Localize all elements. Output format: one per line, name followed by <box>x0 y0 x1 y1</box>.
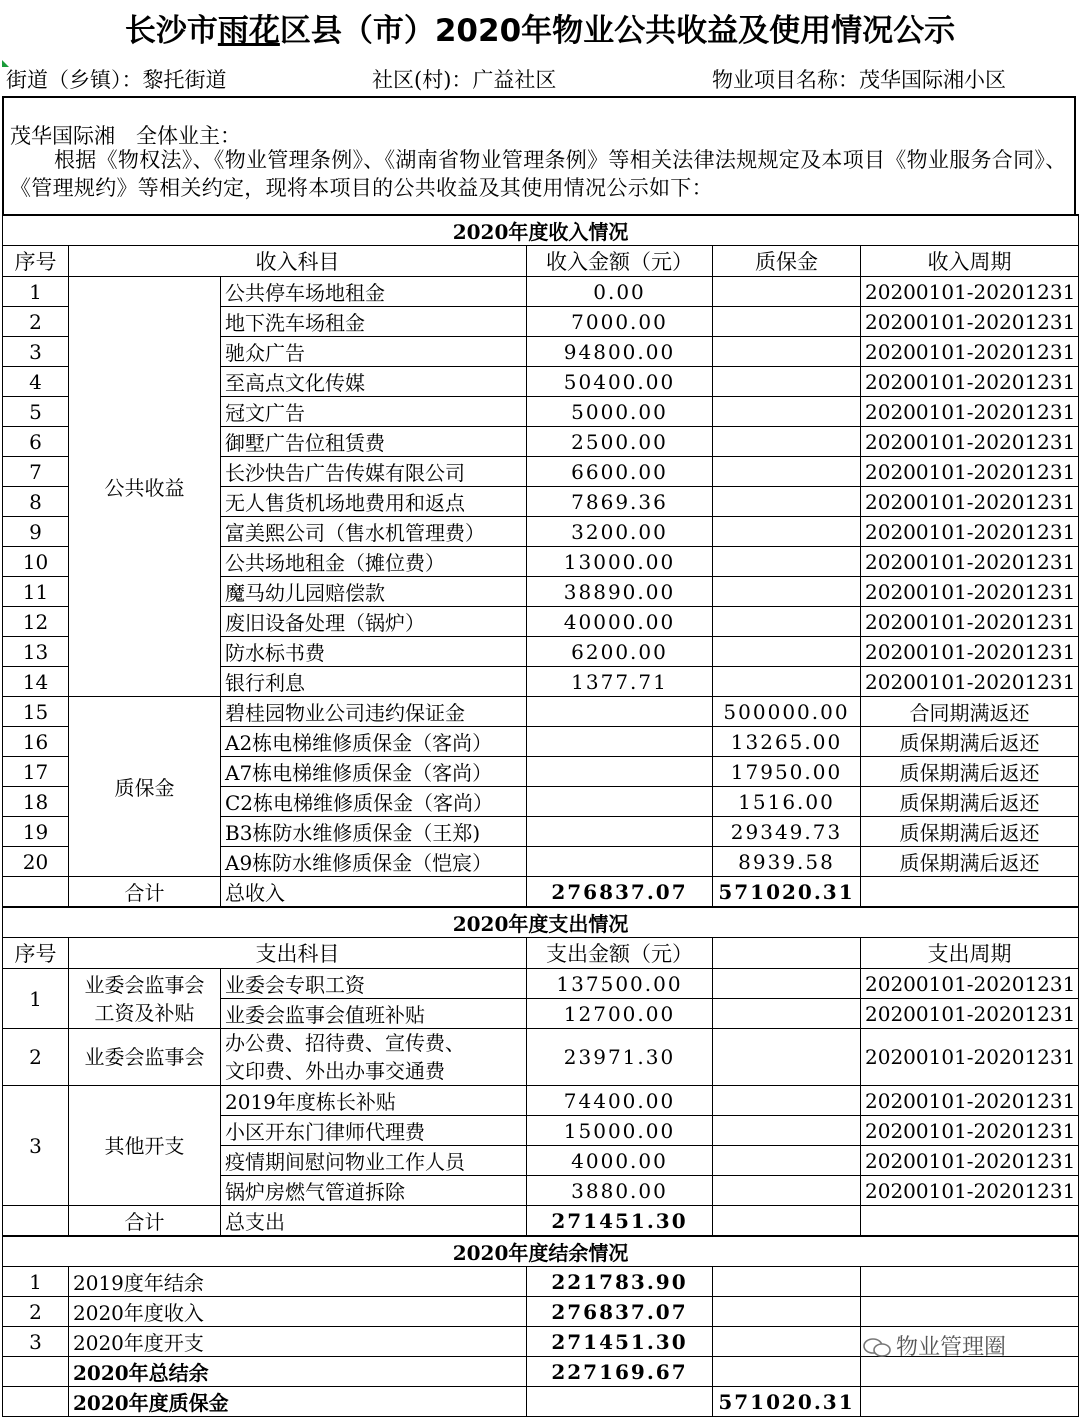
row-deposit: 500000.00 <box>713 697 861 727</box>
row-period: 20200101-20201231 <box>861 277 1079 307</box>
notice-box <box>2 96 1076 214</box>
page-title <box>0 0 1080 62</box>
row-amount: 1377.71 <box>527 667 713 697</box>
row-amount: 38890.00 <box>527 577 713 607</box>
expense-total-item: 总支出 <box>221 1206 527 1237</box>
expense-group <box>69 969 221 1029</box>
row-item: 碧桂园物业公司违约保证金 <box>221 697 527 727</box>
table-row <box>3 1267 1079 1297</box>
empty-cell <box>713 999 861 1029</box>
income-total-item: 总收入 <box>221 877 527 908</box>
empty-cell <box>713 969 861 999</box>
row-no: 12 <box>3 607 69 637</box>
row-item: C2栋电梯维修质保金（客尚） <box>221 787 527 817</box>
row-period: 质保期满后返还 <box>861 787 1079 817</box>
income-total-label: 合计 <box>69 877 221 908</box>
row-no: 6 <box>3 427 69 457</box>
row-no: 4 <box>3 367 69 397</box>
header-no: 序号 <box>3 246 69 277</box>
row-no: 1 <box>3 277 69 307</box>
empty-cell <box>861 1267 1079 1297</box>
header-amount: 收入金额（元） <box>527 246 713 277</box>
expense-group <box>69 1086 221 1206</box>
row-deposit: 29349.73 <box>713 817 861 847</box>
row-period: 20200101-20201231 <box>861 367 1079 397</box>
notice-greeting: 茂华国际湘 全体业主： <box>10 124 241 148</box>
group-no: 2 <box>3 1029 69 1086</box>
finance-table <box>2 214 1079 1417</box>
table-row <box>3 1297 1079 1327</box>
header-period: 支出周期 <box>861 938 1079 969</box>
balance-section-title: 2020年度结余情况 <box>3 1236 1079 1267</box>
row-amount: 276837.07 <box>527 1297 713 1327</box>
row-period: 20200101-20201231 <box>861 547 1079 577</box>
row-deposit <box>713 277 861 307</box>
empty-cell <box>713 1086 861 1116</box>
row-no: 3 <box>3 337 69 367</box>
row-amount: 3880.00 <box>527 1176 713 1206</box>
row-deposit <box>713 577 861 607</box>
deposit-amount: 571020.31 <box>713 1387 861 1417</box>
row-amount: 5000.00 <box>527 397 713 427</box>
row-item: 业委会监事会值班补贴 <box>221 999 527 1029</box>
row-amount: 4000.00 <box>527 1146 713 1176</box>
table-row <box>3 246 1079 277</box>
empty-cell <box>861 1387 1079 1417</box>
row-item: 业委会专职工资 <box>221 969 527 999</box>
row-no: 3 <box>3 1327 69 1357</box>
empty-cell <box>713 1206 861 1237</box>
group-deposit: 质保金 <box>69 697 221 877</box>
empty-cell <box>713 1146 861 1176</box>
row-deposit <box>713 307 861 337</box>
row-no: 15 <box>3 697 69 727</box>
row-item: 冠文广告 <box>221 397 527 427</box>
row-item: 魔马幼儿园赔偿款 <box>221 577 527 607</box>
empty-cell <box>3 877 69 908</box>
row-no: 5 <box>3 397 69 427</box>
empty-cell <box>861 1357 1079 1387</box>
total-balance-item: 2020年总结余 <box>69 1357 527 1387</box>
empty-cell <box>713 938 861 969</box>
empty-cell <box>713 1029 861 1086</box>
row-amount <box>527 697 713 727</box>
row-amount: 12700.00 <box>527 999 713 1029</box>
row-deposit <box>713 607 861 637</box>
table-row <box>3 277 1079 307</box>
income-section-title: 2020年度收入情况 <box>3 215 1079 246</box>
empty-cell <box>3 1206 69 1237</box>
row-no: 8 <box>3 487 69 517</box>
row-deposit <box>713 397 861 427</box>
table-row <box>3 1236 1079 1267</box>
expense-section-title: 2020年度支出情况 <box>3 907 1079 938</box>
row-deposit <box>713 457 861 487</box>
community-info: 社区(村)：广益社区 <box>372 68 557 92</box>
row-period: 20200101-20201231 <box>861 577 1079 607</box>
row-period: 20200101-20201231 <box>861 969 1079 999</box>
group-name: 业委会监事会 <box>84 1045 205 1069</box>
row-amount: 15000.00 <box>527 1116 713 1146</box>
project-info: 物业项目名称：茂华国际湘小区 <box>712 68 1006 92</box>
row-amount <box>527 817 713 847</box>
row-item: 长沙快告广告传媒有限公司 <box>221 457 527 487</box>
expense-group <box>69 1029 221 1086</box>
row-item: 无人售货机场地费用和返点 <box>221 487 527 517</box>
row-amount: 271451.30 <box>527 1327 713 1357</box>
row-deposit: 1516.00 <box>713 787 861 817</box>
empty-cell <box>861 877 1079 908</box>
table-row <box>3 215 1079 246</box>
row-item: 2020年度开支 <box>69 1327 527 1357</box>
row-no: 9 <box>3 517 69 547</box>
row-period: 20200101-20201231 <box>861 667 1079 697</box>
street-info: 街道（乡镇）：黎托街道 <box>6 68 227 92</box>
row-deposit <box>713 637 861 667</box>
row-amount: 137500.00 <box>527 969 713 999</box>
row-item: 银行利息 <box>221 667 527 697</box>
row-item: B3栋防水维修质保金（王郑) <box>221 817 527 847</box>
empty-cell <box>3 1387 69 1417</box>
group-no: 3 <box>3 1086 69 1206</box>
row-amount: 23971.30 <box>527 1029 713 1086</box>
empty-cell <box>713 1357 861 1387</box>
row-period: 合同期满返还 <box>861 697 1079 727</box>
row-deposit <box>713 517 861 547</box>
row-period: 20200101-20201231 <box>861 427 1079 457</box>
header-amount: 支出金额（元） <box>527 938 713 969</box>
row-deposit: 17950.00 <box>713 757 861 787</box>
header-item: 支出科目 <box>69 938 527 969</box>
row-no: 18 <box>3 787 69 817</box>
table-row <box>3 1357 1079 1387</box>
row-no: 11 <box>3 577 69 607</box>
row-item: 2019年度栋长补贴 <box>221 1086 527 1116</box>
row-period: 20200101-20201231 <box>861 487 1079 517</box>
row-deposit <box>713 667 861 697</box>
row-period: 质保期满后返还 <box>861 727 1079 757</box>
group-name-line1: 业委会监事会 <box>84 972 205 997</box>
row-deposit <box>713 367 861 397</box>
row-item: 小区开东门律师代理费 <box>221 1116 527 1146</box>
table-row <box>3 1387 1079 1417</box>
row-no: 19 <box>3 817 69 847</box>
table-row <box>3 877 1079 908</box>
row-no: 10 <box>3 547 69 577</box>
row-period: 20200101-20201231 <box>861 397 1079 427</box>
row-amount: 50400.00 <box>527 367 713 397</box>
row-amount <box>527 787 713 817</box>
row-item: 富美熙公司（售水机管理费） <box>221 517 527 547</box>
row-period: 质保期满后返还 <box>861 817 1079 847</box>
empty-cell <box>713 1267 861 1297</box>
table-row <box>3 1029 1079 1086</box>
row-no: 7 <box>3 457 69 487</box>
group-name: 其他开支 <box>104 1133 185 1158</box>
header-deposit: 质保金 <box>713 246 861 277</box>
row-amount: 0.00 <box>527 277 713 307</box>
table-row <box>3 1086 1079 1116</box>
row-period: 20200101-20201231 <box>861 1116 1079 1146</box>
row-amount: 7869.36 <box>527 487 713 517</box>
title-city: 长沙市 <box>124 13 218 49</box>
row-period: 20200101-20201231 <box>861 337 1079 367</box>
title-district: 雨花 <box>217 13 280 49</box>
row-amount: 13000.00 <box>527 547 713 577</box>
row-item: A2栋电梯维修质保金（客尚） <box>221 727 527 757</box>
row-no: 20 <box>3 847 69 877</box>
row-no: 16 <box>3 727 69 757</box>
empty-cell <box>713 1297 861 1327</box>
table-row <box>3 697 1079 727</box>
empty-cell <box>713 1176 861 1206</box>
row-item: 2020年度收入 <box>69 1297 527 1327</box>
row-item-line1: 办公费、招待费、宣传费、 <box>225 1031 465 1055</box>
table-row <box>3 1206 1079 1237</box>
row-no: 1 <box>3 1267 69 1297</box>
row-deposit <box>713 337 861 367</box>
row-period: 质保期满后返还 <box>861 757 1079 787</box>
row-period: 20200101-20201231 <box>861 517 1079 547</box>
row-no: 13 <box>3 637 69 667</box>
watermark <box>862 1330 1006 1361</box>
row-amount: 6600.00 <box>527 457 713 487</box>
row-no: 14 <box>3 667 69 697</box>
row-deposit: 8939.58 <box>713 847 861 877</box>
row-period: 质保期满后返还 <box>861 847 1079 877</box>
empty-cell <box>3 1357 69 1387</box>
row-amount: 6200.00 <box>527 637 713 667</box>
row-item: 至高点文化传媒 <box>221 367 527 397</box>
row-amount: 40000.00 <box>527 607 713 637</box>
row-period: 20200101-20201231 <box>861 999 1079 1029</box>
table-row <box>3 969 1079 999</box>
row-amount: 2500.00 <box>527 427 713 457</box>
row-item: A7栋电梯维修质保金（客尚） <box>221 757 527 787</box>
empty-cell <box>527 1387 713 1417</box>
row-amount <box>527 757 713 787</box>
empty-cell <box>713 1327 861 1357</box>
row-amount: 7000.00 <box>527 307 713 337</box>
row-item <box>221 1029 527 1086</box>
empty-cell <box>861 1297 1079 1327</box>
table-row <box>3 938 1079 969</box>
row-amount: 3200.00 <box>527 517 713 547</box>
row-amount: 221783.90 <box>527 1267 713 1297</box>
row-deposit <box>713 547 861 577</box>
empty-cell <box>861 1206 1079 1237</box>
row-no: 2 <box>3 307 69 337</box>
watermark-text: 物业管理圈 <box>896 1335 1007 1360</box>
row-period: 20200101-20201231 <box>861 307 1079 337</box>
header-item: 收入科目 <box>69 246 527 277</box>
title-main: 区县（市）2020年物业公共收益及使用情况公示 <box>279 13 956 49</box>
row-deposit <box>713 427 861 457</box>
row-item: 疫情期间慰问物业工作人员 <box>221 1146 527 1176</box>
row-amount: 74400.00 <box>527 1086 713 1116</box>
row-deposit <box>713 487 861 517</box>
group-public-income: 公共收益 <box>69 277 221 697</box>
row-period: 20200101-20201231 <box>861 1146 1079 1176</box>
row-item: 驰众广告 <box>221 337 527 367</box>
row-item: 御墅广告位租赁费 <box>221 427 527 457</box>
row-amount <box>527 847 713 877</box>
income-total-amount: 276837.07 <box>527 877 713 908</box>
row-period: 20200101-20201231 <box>861 637 1079 667</box>
total-balance-amount: 227169.67 <box>527 1357 713 1387</box>
deposit-item: 2020年度质保金 <box>69 1387 527 1417</box>
row-item: 公共停车场地租金 <box>221 277 527 307</box>
empty-cell <box>713 1116 861 1146</box>
expense-total-amount: 271451.30 <box>527 1206 713 1237</box>
notice-body: 根据《物权法》、《物业管理条例》、《湖南省物业管理条例》等相关法律法规规定及本项目《物业服务合同》、《管理规约》等相关约定，现将本项目的公共收益及其使用情况公示如下： <box>10 148 1067 200</box>
row-item-line2: 文印费、外出办事交通费 <box>225 1059 445 1083</box>
row-period: 20200101-20201231 <box>861 1029 1079 1086</box>
header-no: 序号 <box>3 938 69 969</box>
chat-bubble-icon <box>862 1336 892 1360</box>
row-amount: 94800.00 <box>527 337 713 367</box>
row-item: 地下洗车场租金 <box>221 307 527 337</box>
row-period: 20200101-20201231 <box>861 457 1079 487</box>
group-name-line2: 工资及补贴 <box>94 1000 195 1025</box>
row-no: 17 <box>3 757 69 787</box>
row-item: 防水标书费 <box>221 637 527 667</box>
row-deposit: 13265.00 <box>713 727 861 757</box>
row-item: A9栋防水维修质保金（恺宸） <box>221 847 527 877</box>
row-no: 2 <box>3 1297 69 1327</box>
row-period: 20200101-20201231 <box>861 1086 1079 1116</box>
income-total-deposit: 571020.31 <box>713 877 861 908</box>
expense-total-label: 合计 <box>69 1206 221 1237</box>
row-amount <box>527 727 713 757</box>
row-period: 20200101-20201231 <box>861 607 1079 637</box>
row-item: 锅炉房燃气管道拆除 <box>221 1176 527 1206</box>
group-no: 1 <box>3 969 69 1029</box>
table-row <box>3 907 1079 938</box>
header-period: 收入周期 <box>861 246 1079 277</box>
row-item: 废旧设备处理（锅炉） <box>221 607 527 637</box>
row-period: 20200101-20201231 <box>861 1176 1079 1206</box>
row-item: 公共场地租金（摊位费） <box>221 547 527 577</box>
row-item: 2019度年结余 <box>69 1267 527 1297</box>
